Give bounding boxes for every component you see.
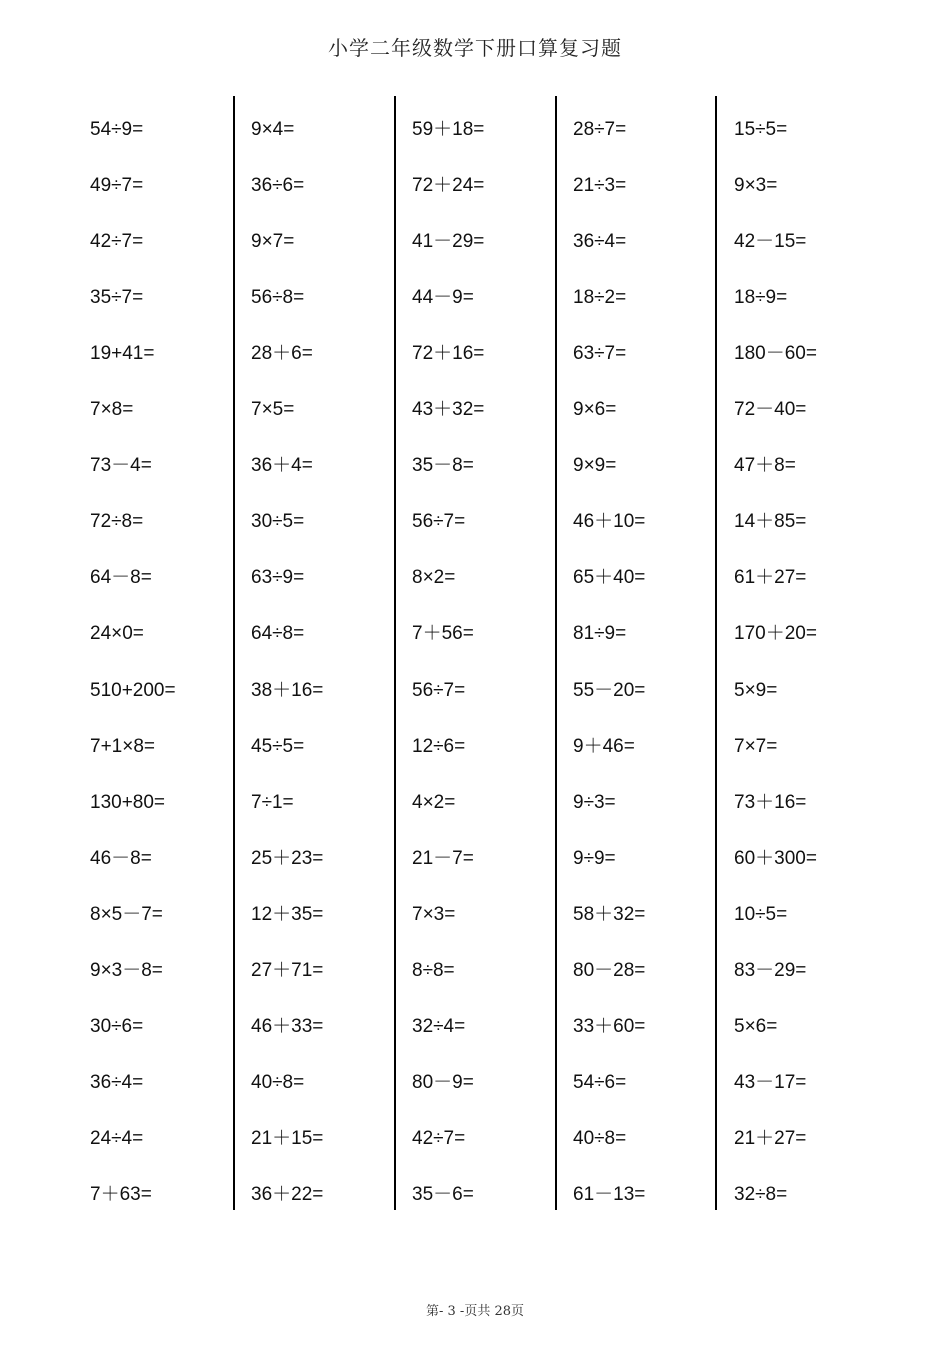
math-problem: 9×9= [573, 455, 617, 477]
math-problem: 64÷8= [251, 623, 305, 645]
math-problem: 73＋16= [734, 791, 807, 813]
math-problem: 12＋35= [251, 903, 324, 925]
math-problem: 180－60= [734, 343, 817, 365]
column-divider [715, 96, 717, 1210]
math-problem: 40÷8= [251, 1071, 305, 1093]
column-divider [394, 96, 396, 1210]
math-problem: 46＋33= [251, 1015, 324, 1037]
math-problem: 7÷1= [251, 791, 294, 813]
math-problem: 56÷8= [251, 287, 305, 309]
math-problem: 45÷5= [251, 735, 305, 757]
math-problem: 42÷7= [90, 231, 144, 253]
math-problem: 58＋32= [573, 903, 646, 925]
page-title: 小学二年级数学下册口算复习题 [328, 36, 622, 60]
math-problem: 36÷4= [90, 1071, 144, 1093]
math-problem: 7×8= [90, 399, 134, 421]
math-problem: 35－8= [412, 455, 474, 477]
math-problem: 21＋15= [251, 1127, 324, 1149]
math-problem: 47＋8= [734, 455, 796, 477]
math-problem: 42÷7= [412, 1127, 466, 1149]
math-problem: 7＋56= [412, 623, 474, 645]
math-problem: 42－15= [734, 231, 807, 253]
math-problem: 54÷6= [573, 1071, 627, 1093]
math-problem: 10÷5= [734, 903, 788, 925]
math-problem: 28÷7= [573, 119, 627, 140]
math-problem: 9×4= [251, 119, 295, 140]
math-problem: 9＋46= [573, 735, 635, 757]
math-problem: 49÷7= [90, 175, 144, 197]
math-problem: 9×3－8= [90, 959, 163, 981]
math-problem: 64－8= [90, 567, 152, 589]
math-problem: 46＋10= [573, 511, 646, 533]
math-problem: 56÷7= [412, 679, 466, 701]
math-problem: 32÷4= [412, 1015, 466, 1037]
math-problem: 35÷7= [90, 287, 144, 309]
math-problem: 55－20= [573, 679, 646, 701]
math-problem: 36＋22= [251, 1183, 324, 1205]
math-problem: 35－6= [412, 1183, 474, 1205]
math-problem: 36÷4= [573, 231, 627, 253]
math-problem: 9÷9= [573, 847, 616, 869]
math-problem: 19+41= [90, 343, 155, 365]
math-problem: 60＋300= [734, 847, 817, 869]
math-problem: 80－9= [412, 1071, 474, 1093]
math-problem: 30÷6= [90, 1015, 144, 1037]
math-problem: 83－29= [734, 959, 807, 981]
math-problem: 61＋27= [734, 567, 807, 589]
math-problem: 81÷9= [573, 623, 627, 645]
math-problem: 41－29= [412, 231, 485, 253]
math-problem: 21÷3= [573, 175, 627, 197]
math-problem: 30÷5= [251, 511, 305, 533]
math-problem: 54÷9= [90, 119, 144, 140]
math-problem: 72÷8= [90, 511, 144, 533]
math-problem: 170＋20= [734, 623, 817, 645]
math-problem: 72－40= [734, 399, 807, 421]
math-problem: 14＋85= [734, 511, 807, 533]
math-problem: 130+80= [90, 791, 166, 813]
math-problem: 12÷6= [412, 735, 466, 757]
math-problem: 72＋16= [412, 343, 485, 365]
math-problem: 8×5－7= [90, 903, 163, 925]
math-problem: 24×0= [90, 623, 144, 645]
math-problem: 5×6= [734, 1015, 778, 1037]
page-footer: 第- 3 -页共 28页 [426, 1304, 524, 1319]
math-problem: 38＋16= [251, 679, 324, 701]
math-problem: 73－4= [90, 455, 152, 477]
math-problem: 21－7= [412, 847, 474, 869]
problem-grid [0, 96, 950, 1210]
math-problem: 43＋32= [412, 399, 485, 421]
math-problem: 7×7= [734, 735, 778, 757]
math-problem: 32÷8= [734, 1183, 788, 1205]
math-problem: 18÷2= [573, 287, 627, 309]
math-problem: 7＋63= [90, 1183, 152, 1205]
math-problem: 63÷9= [251, 567, 305, 589]
math-problem: 8×2= [412, 567, 456, 589]
math-problem: 4×2= [412, 791, 456, 813]
math-problem: 33＋60= [573, 1015, 646, 1037]
math-problem: 7×3= [412, 903, 456, 925]
math-problem: 80－28= [573, 959, 646, 981]
math-problem: 9×7= [251, 231, 295, 253]
math-problem: 5×9= [734, 679, 778, 701]
math-problem: 40÷8= [573, 1127, 627, 1149]
math-problem: 46－8= [90, 847, 152, 869]
column-divider [555, 96, 557, 1210]
math-problem: 36＋4= [251, 455, 313, 477]
math-problem: 56÷7= [412, 511, 466, 533]
math-problem: 18÷9= [734, 287, 788, 309]
math-problem: 25＋23= [251, 847, 324, 869]
math-problem: 28＋6= [251, 343, 313, 365]
math-problem: 9×3= [734, 175, 778, 197]
math-problem: 7+1×8= [90, 735, 155, 757]
math-problem: 65＋40= [573, 567, 646, 589]
math-problem: 7×5= [251, 399, 295, 421]
math-problem: 9×6= [573, 399, 617, 421]
math-problem: 59＋18= [412, 119, 485, 140]
math-problem: 24÷4= [90, 1127, 144, 1149]
math-problem: 43－17= [734, 1071, 807, 1093]
math-problem: 63÷7= [573, 343, 627, 365]
math-problem: 15÷5= [734, 119, 788, 140]
math-problem: 72＋24= [412, 175, 485, 197]
math-problem: 8÷8= [412, 959, 455, 981]
math-problem: 21＋27= [734, 1127, 807, 1149]
math-problem: 61－13= [573, 1183, 646, 1205]
math-problem: 510+200= [90, 679, 176, 701]
math-problem: 44－9= [412, 287, 474, 309]
math-problem: 27＋71= [251, 959, 324, 981]
column-divider [233, 96, 235, 1210]
math-problem: 9÷3= [573, 791, 616, 813]
math-problem: 36÷6= [251, 175, 305, 197]
